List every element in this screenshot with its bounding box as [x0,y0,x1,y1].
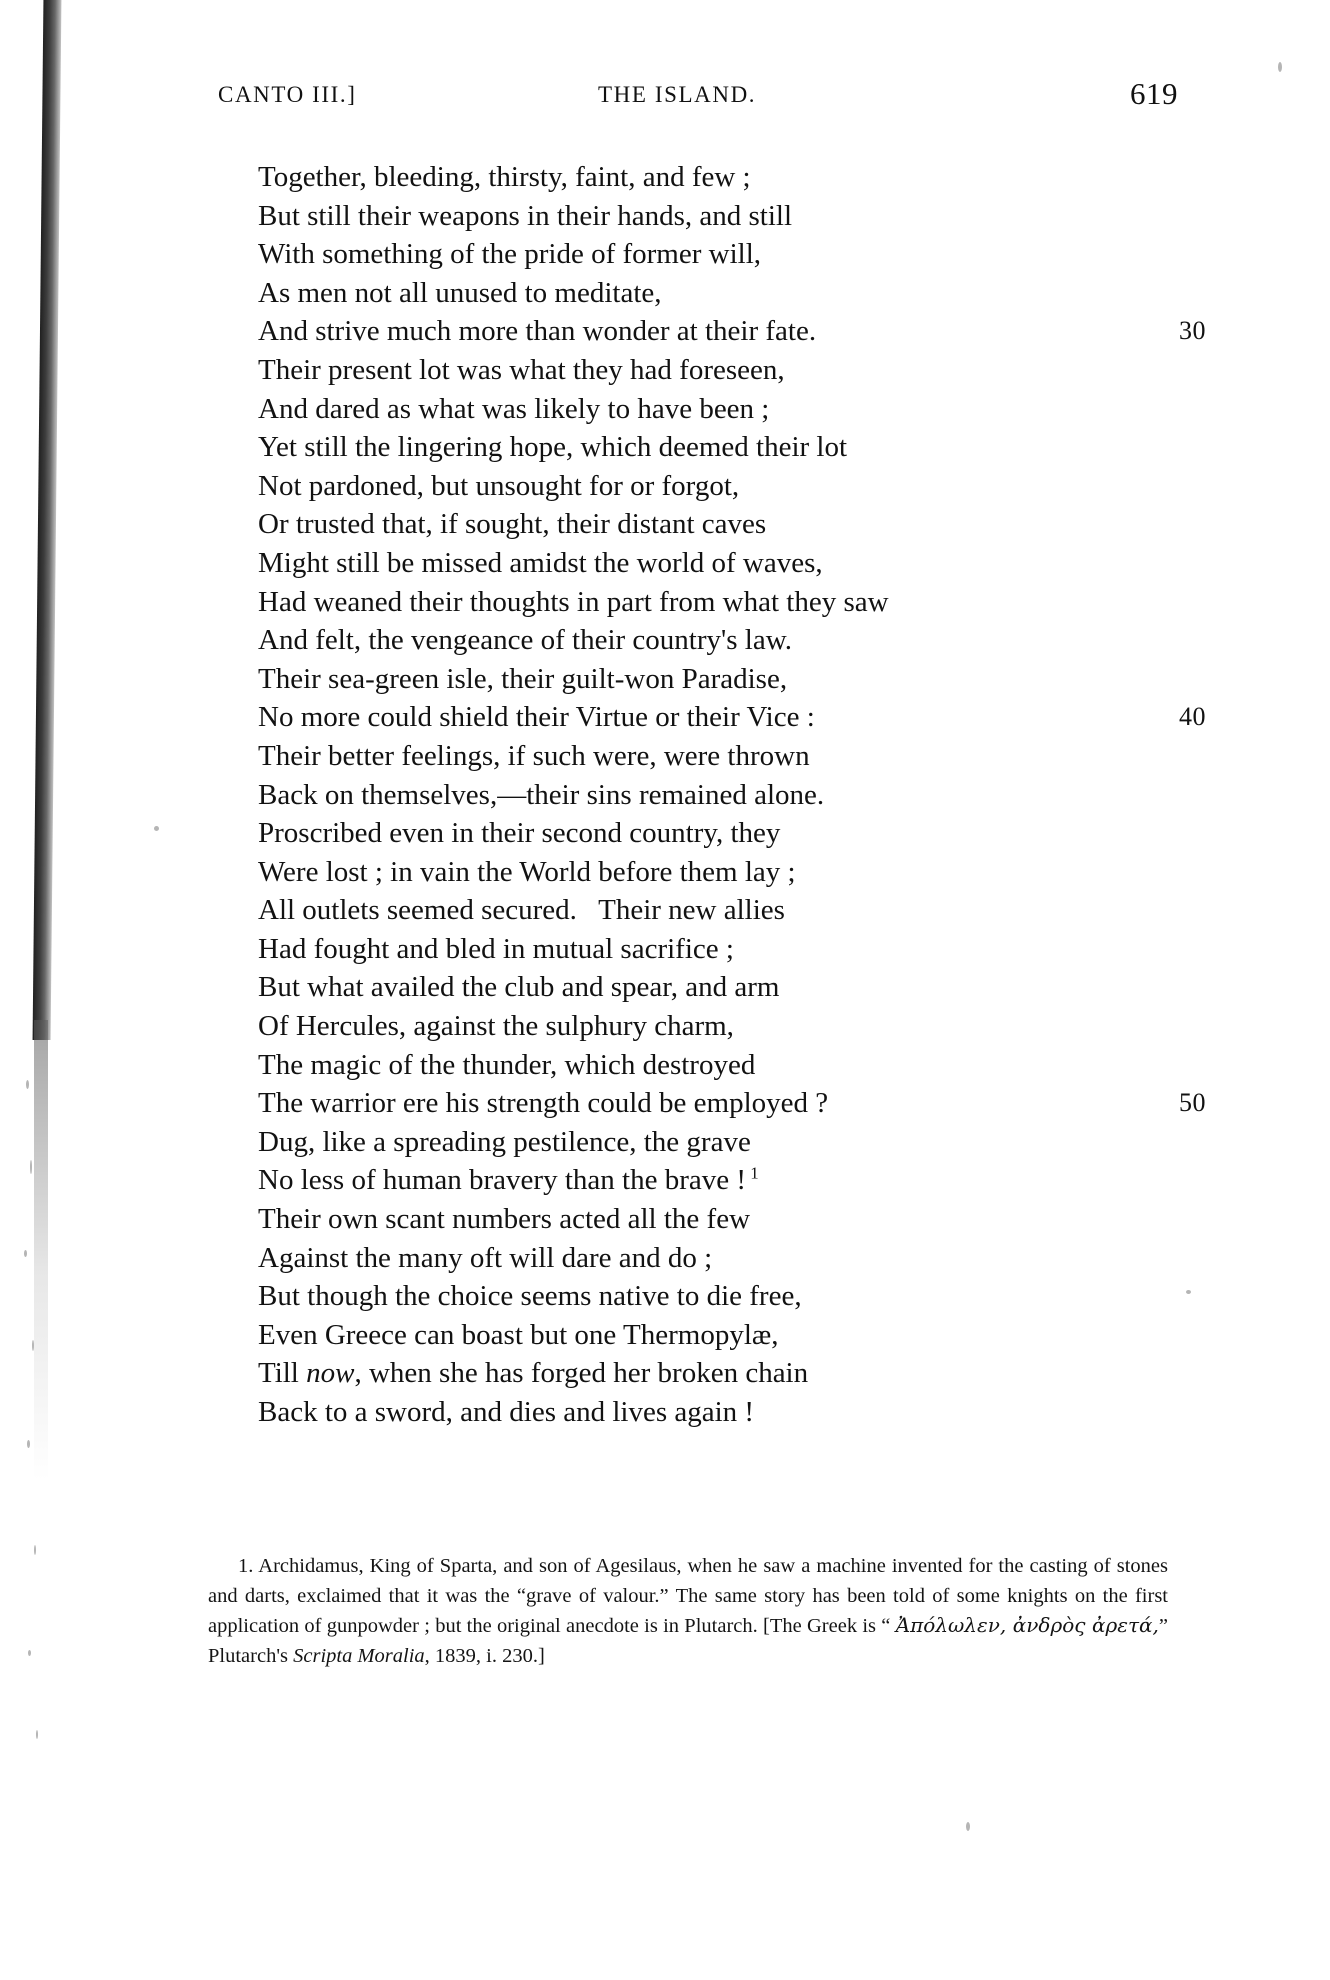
poem-line-text: Were lost ; in vain the World before them lay ; [258,855,796,888]
page-speck [1278,62,1282,72]
poem-line [258,621,1158,660]
poem-line [258,968,1158,1007]
poem-line-text: Might still be missed amidst the world of waves, [258,546,823,579]
line-number: 50 [1179,1088,1206,1118]
page-binding-edge [33,0,62,1040]
poem-line [258,737,1158,776]
poem-line [258,1239,1158,1278]
poem-line [258,1316,1158,1355]
running-head [218,76,1178,116]
poem-line-text: Of Hercules, against the sulphury charm, [258,1010,734,1043]
footnote-source-title: Scripta Moralia [293,1644,425,1667]
book-title: THE ISLAND. [598,82,757,107]
poem-line [258,1393,1158,1432]
poem-line-text: No more could shield their Virtue or their Vice : [258,701,815,734]
poem-line-text: Back on themselves,—their sins remained alone. [258,778,825,811]
poem-line-text: As men not all unused to meditate, [258,276,662,309]
poem-line-text: But what availed the club and spear, and arm [258,971,780,1004]
poem-line-text: Or trusted that, if sought, their distant caves [258,508,767,541]
poem-line-text: And felt, the vengeance of their country's law. [258,624,793,657]
poem-line [258,891,1158,930]
footnote-marker: 1. [238,1555,254,1577]
emphasised-word: now [306,1357,355,1390]
poem-line-text: But still their weapons in their hands, and still [258,199,793,232]
page-speck [154,826,159,831]
poem-line [258,158,1158,197]
poem-line [258,853,1158,892]
poem-line-text: Their better feelings, if such were, were thrown [258,739,810,772]
poem-line-text: Together, bleeding, thirsty, faint, and few ; [258,161,751,193]
poem-line [258,1123,1158,1162]
poem-line-text: Their sea-green isle, their guilt-won Paradise, [258,662,788,695]
margin-speckles [18,1040,58,1800]
poem-line-text: Their present lot was what they had foreseen, [258,353,785,386]
poem-line [258,776,1158,815]
poem-line [258,1354,1158,1393]
page-number: 619 [1130,76,1178,111]
poem-line-text: Yet still the lingering hope, which deemed their lot [258,431,848,464]
poem-line [258,390,1158,429]
poem-line [258,197,1158,236]
page-speck [966,1822,970,1831]
poem-line [258,1084,1206,1123]
poem-line-text: Their own scant numbers acted all the few [258,1203,751,1236]
poem-line [258,698,1206,737]
poem-line [258,1007,1158,1046]
poem-body [258,158,1206,1432]
footnote-text-part2: ” Plutarch's [208,1615,1168,1667]
poem-line [258,274,1158,313]
poem-line [258,544,1158,583]
poem-line-text: No less of human bravery than the brave ! [258,1164,747,1197]
poem-line [258,930,1158,969]
canto-label: CANTO III.] [218,82,357,107]
line-number: 30 [1179,316,1206,346]
poem-line [258,312,1206,351]
poem-line [258,1200,1158,1239]
poem-line [258,351,1158,390]
poem-line-text: Dug, like a spreading pestilence, the grave [258,1125,751,1158]
poem-line [258,660,1158,699]
poem-line [258,1277,1158,1316]
poem-line [258,505,1158,544]
poem-line-text: Even Greece can boast but one Thermopylæ, [258,1318,779,1351]
line-number: 40 [1179,702,1206,732]
poem-line-text: With something of the pride of former will, [258,238,761,271]
footnote [208,1552,1168,1671]
poem-line [258,1046,1158,1085]
poem-line [258,814,1158,853]
poem-line-text: Against the many oft will dare and do ; [258,1241,713,1274]
poem-line-text: Proscribed even in their second country, they [258,817,781,850]
poem-line [258,1161,1158,1200]
poem-line-text: And strive much more than wonder at their fate. [258,315,817,348]
poem-line-text: But though the choice seems native to die free, [258,1280,802,1313]
poem-line-text: Not pardoned, but unsought for or forgot, [258,469,740,502]
poem-line [258,583,1158,622]
poem-line-text: The magic of the thunder, which destroyed [258,1048,756,1081]
poem-line-text: Had weaned their thoughts in part from what they saw [258,585,889,618]
poem-line [258,235,1158,274]
poem-line-text: All outlets seemed secured. Their new allies [258,894,785,927]
poem-line-text: Back to a sword, and dies and lives again ! [258,1396,755,1428]
poem-line [258,428,1158,467]
footnote-text-part1: Archidamus, King of Sparta, and son of Agesilaus, when he saw a machine invented for the casting of stones and darts, exclaimed that it was the “grave of valour.” The same story has been told of some knights on the first application of gunpowder ; but the original anecdote is in Plutarch. [The Greek is “ [208,1555,1168,1637]
footnote-greek-quote: Ἀπόλωλεν, ἀνδρὸς ἀρετά, [895,1613,1159,1637]
poem-line-text: And dared as what was likely to have been ; [258,392,770,425]
footnote-reference[interactable]: 1 [746,1163,759,1183]
poem-line-text: Till now, when she has forged her broken chain [258,1357,809,1390]
page-speck [1186,1290,1191,1294]
poem-line-text: Had fought and bled in mutual sacrifice ; [258,932,734,965]
poem-line [258,467,1158,506]
poem-line-text: The warrior ere his strength could be employed ? [258,1087,829,1120]
footnote-text-part3: , 1839, i. 230.] [424,1644,545,1667]
